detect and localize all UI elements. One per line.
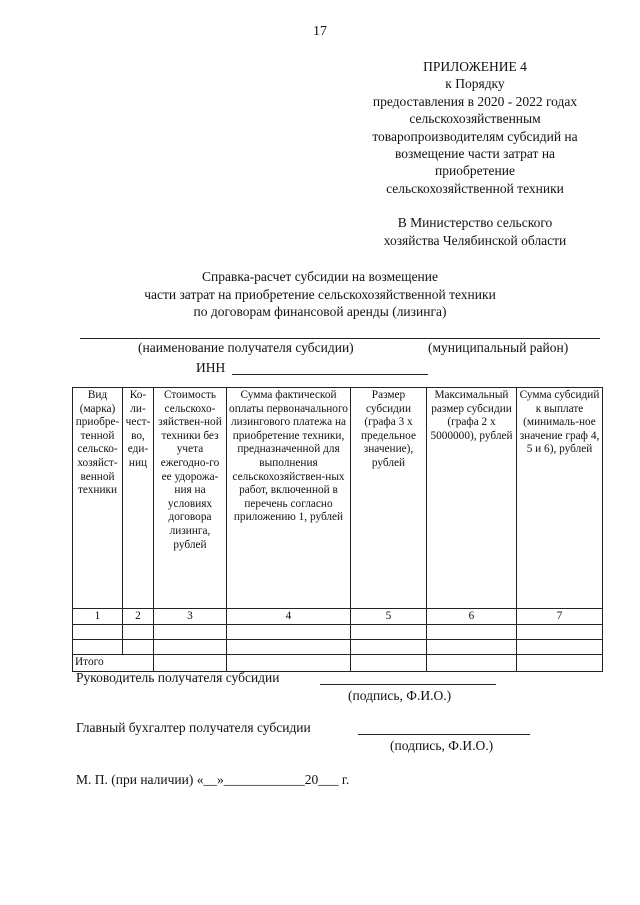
column-header: Размер субсидии (графа 3 х предельное значение), рублей bbox=[351, 388, 427, 609]
page-number: 17 bbox=[313, 24, 327, 39]
table-cell[interactable] bbox=[427, 624, 517, 639]
appendix-line: сельскохозяйственным bbox=[409, 111, 541, 127]
addressee bbox=[340, 214, 610, 250]
column-number: 6 bbox=[427, 609, 517, 625]
accountant-signature-label: Главный бухгалтер получателя субсидии bbox=[76, 720, 311, 735]
recipient-name-caption: (наименование получателя субсидии) bbox=[138, 340, 354, 355]
appendix-header bbox=[340, 58, 610, 197]
head-signature-line[interactable] bbox=[320, 684, 496, 685]
table-cell[interactable] bbox=[517, 624, 603, 639]
field-captions bbox=[80, 340, 600, 358]
title-line: по договорам финансовой аренды (лизинга) bbox=[193, 304, 447, 319]
column-number: 7 bbox=[517, 609, 603, 625]
appendix-line: товаропроизводителям субсидий на bbox=[372, 128, 578, 144]
column-number-row bbox=[73, 609, 603, 625]
district-caption: (муниципальный район) bbox=[428, 340, 569, 355]
column-header: Сумма субсидий к выплате (минималь-ное значение граф 4, 5 и 6), рублей bbox=[517, 388, 603, 609]
head-signature-caption: (подпись, Ф.И.О.) bbox=[348, 688, 452, 703]
column-header: Сумма фактической оплаты первоначального лизингового платежа на приобретение техники, предназначенной для выполнения сельскохозяйствен-ных работ, включенной в перечень согласно приложению 1, рублей bbox=[227, 388, 351, 609]
appendix-line: приобретение bbox=[435, 163, 515, 179]
subsidy-table bbox=[72, 387, 603, 672]
column-number: 5 bbox=[351, 609, 427, 625]
table-cell[interactable] bbox=[73, 624, 123, 639]
appendix-line: к Порядку bbox=[445, 76, 505, 92]
column-header: Максимальный размер субсидии (графа 2 х 5000000), рублей bbox=[427, 388, 517, 609]
table-row bbox=[73, 639, 603, 654]
title-line: Справка-расчет субсидии на возмещение bbox=[202, 269, 438, 284]
table-cell[interactable] bbox=[517, 639, 603, 654]
table-cell[interactable] bbox=[123, 639, 154, 654]
stamp-date-line: М. П. (при наличии) «__»____________20___ г. bbox=[76, 772, 350, 787]
document-title bbox=[0, 268, 640, 321]
total-cell[interactable] bbox=[517, 654, 603, 671]
total-cell[interactable] bbox=[227, 654, 351, 671]
table-cell[interactable] bbox=[227, 639, 351, 654]
total-cell[interactable] bbox=[351, 654, 427, 671]
column-number: 3 bbox=[154, 609, 227, 625]
table-cell[interactable] bbox=[154, 639, 227, 654]
appendix-title: ПРИЛОЖЕНИЕ 4 bbox=[423, 59, 527, 74]
column-number: 2 bbox=[123, 609, 154, 625]
recipient-name-field-line[interactable] bbox=[80, 338, 600, 339]
inn-field-line[interactable] bbox=[232, 374, 428, 375]
addressee-line: В Министерство сельского bbox=[397, 215, 553, 230]
title-line: части затрат на приобретение сельскохозяйственной техники bbox=[144, 286, 496, 302]
total-cell[interactable] bbox=[427, 654, 517, 671]
table-cell[interactable] bbox=[427, 639, 517, 654]
column-number: 4 bbox=[227, 609, 351, 625]
column-header: Ко-ли-чест-во, еди-ниц bbox=[123, 388, 154, 609]
appendix-line: возмещение части затрат на bbox=[394, 146, 556, 162]
table-cell[interactable] bbox=[123, 624, 154, 639]
addressee-line: хозяйства Челябинской области bbox=[383, 233, 567, 248]
total-row bbox=[73, 654, 603, 671]
table-row bbox=[73, 624, 603, 639]
appendix-line: предоставления в 2020 - 2022 годах bbox=[372, 93, 578, 109]
total-label: Итого bbox=[73, 654, 154, 671]
table-cell[interactable] bbox=[154, 624, 227, 639]
total-cell[interactable] bbox=[154, 654, 227, 671]
table-cell[interactable] bbox=[73, 639, 123, 654]
table-cell[interactable] bbox=[351, 624, 427, 639]
inn-label: ИНН bbox=[196, 360, 226, 375]
appendix-line: сельскохозяйственной техники bbox=[386, 180, 564, 196]
table-cell[interactable] bbox=[227, 624, 351, 639]
column-header: Стоимость сельскохо-зяйствен-ной техники без учета ежегодно-го ее удорожа-ния на условиях договора лизинга, рублей bbox=[154, 388, 227, 609]
head-signature-label: Руководитель получателя субсидии bbox=[76, 670, 280, 685]
column-header: Вид (марка) приобре-тенной сельско-хозяйст-венной техники bbox=[73, 388, 123, 609]
column-number: 1 bbox=[73, 609, 123, 625]
table-cell[interactable] bbox=[351, 639, 427, 654]
table-header-row bbox=[73, 388, 603, 609]
accountant-signature-caption: (подпись, Ф.И.О.) bbox=[390, 738, 494, 753]
accountant-signature-line[interactable] bbox=[358, 734, 530, 735]
